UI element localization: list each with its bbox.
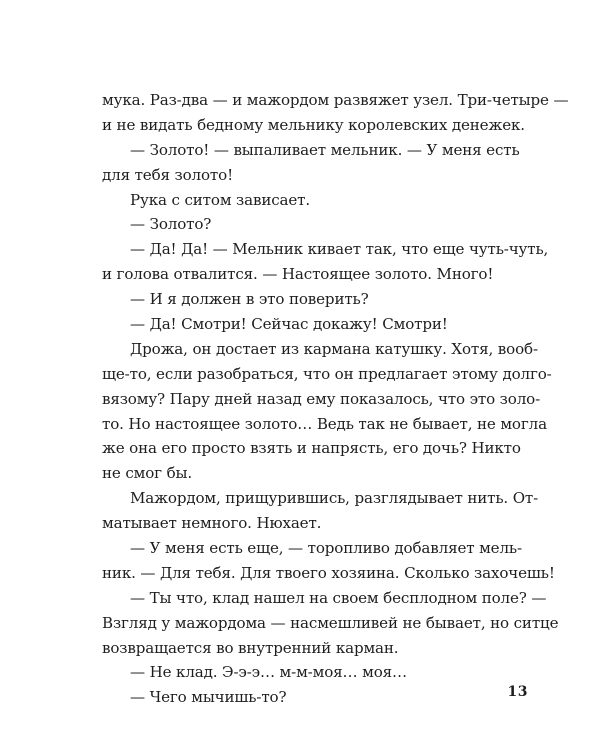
page-number: 13 [507, 684, 528, 700]
text-line: Взгляд у мажордома — насмешливей не бывает, но ситце [102, 613, 559, 632]
text-line: вязому? Пару дней назад ему показалось, что это золо- [102, 389, 541, 408]
text-line: — Да! Да! — Мельник кивает так, что еще чуть-чуть, [130, 240, 549, 259]
text-line: — Не клад. Э-э-э… м-м-моя… моя… [130, 663, 407, 682]
text-line: — Чего мычишь-то? [130, 688, 287, 707]
text-line: матывает немного. Нюхает. [102, 514, 322, 533]
text-line: — Золото? [130, 215, 212, 234]
text-line: не смог бы. [102, 464, 193, 483]
text-line: ник. — Для тебя. Для твоего хозяина. Сколько захочешь! [102, 563, 555, 582]
text-line: — Ты что, клад нашел на своем бесплодном поле? — [130, 588, 547, 607]
text-line: и голова отвалится. — Настоящее золото. Много! [102, 265, 494, 284]
text-line: — И я должен в это поверить? [130, 290, 369, 309]
text-line: ще-то, если разобраться, что он предлагает этому долго- [102, 364, 552, 383]
text-line: и не видать бедному мельнику королевских денежек. [102, 115, 525, 134]
text-line: для тебя золото! [102, 165, 233, 184]
text-line: то. Но настоящее золото… Ведь так не бывает, не могла [102, 414, 547, 433]
text-line: Дрожа, он достает из кармана катушку. Хотя, вооб- [130, 339, 538, 358]
text-line: — У меня есть еще, — торопливо добавляет мель- [130, 539, 522, 558]
text-line: возвращается во внутренний карман. [102, 638, 399, 657]
text-line: — Да! Смотри! Сейчас докажу! Смотри! [130, 315, 448, 334]
text-line: мука. Раз-два — и мажордом развяжет узел. Три-четыре — [102, 91, 569, 109]
text-line: же она его просто взять и напрясть, его дочь? Никто [102, 439, 521, 458]
text-line: Рука с ситом зависает. [130, 190, 311, 209]
text-line: Мажордом, прищурившись, разглядывает нить. От- [130, 489, 539, 508]
text-line: — Золото! — выпаливает мельник. — У меня есть [130, 140, 520, 159]
